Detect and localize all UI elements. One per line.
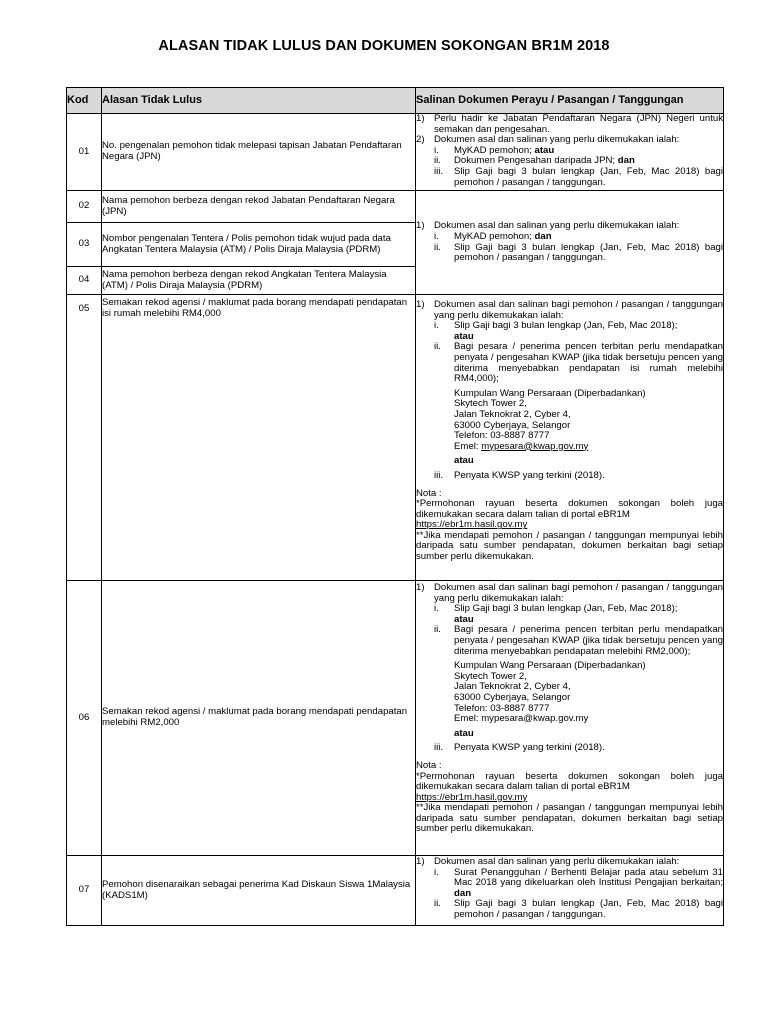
list-item: 1) Dokumen asal dan salinan bagi pemohon / pasangan / tanggungan yang perlu dikemukakan ialah:	[416, 299, 723, 321]
alasan-cell: Nama pemohon berbeza dengan rekod Jabatan Pendaftaran Negara (JPN)	[102, 191, 416, 223]
table-row	[67, 295, 724, 581]
alasan-cell: Nombor pengenalan Tentera / Polis pemohon tidak wujud pada data Angkatan Tentera Malaysia (ATM) / Polis Diraja Malaysia (PDRM)	[102, 223, 416, 267]
address-line: Kumpulan Wang Persaraan (Diperbadankan)	[454, 660, 646, 672]
kod-cell: 05	[67, 295, 102, 581]
dokumen-cell	[416, 191, 724, 295]
address-line: Skytech Tower 2,	[454, 398, 527, 410]
address-line: 63000 Cyberjaya, Selangor	[454, 419, 571, 431]
nota-label: Nota :	[416, 487, 442, 499]
kod-cell: 03	[67, 223, 102, 267]
atau-text: atau	[454, 613, 474, 625]
address-line: Skytech Tower 2,	[454, 670, 527, 682]
address-line: Kumpulan Wang Persaraan (Diperbadankan)	[454, 387, 646, 399]
sub-list-item: iii. Penyata KWSP yang terkini (2018).	[434, 742, 605, 754]
sub-list-item: ii. Dokumen Pengesahan daripada JPN; dan	[434, 155, 635, 167]
sub-list-item: iii. Penyata KWSP yang terkini (2018).	[434, 469, 605, 481]
reasons-table	[66, 87, 724, 926]
dokumen-cell	[416, 581, 724, 856]
nota-text: *Permohonan rayuan beserta dokumen sokongan boleh juga dikemukakan secara dalam talian di portal eBR1M	[416, 498, 723, 520]
sub-list-item: ii. Bagi pesara / penerima pencen terbitan perlu mendapatkan penyata / pengesahan KWAP (jika tidak bersetuju pencen yang diterima menyebabkan pendapatan isi rumah melebihi RM4,000);	[434, 341, 723, 385]
portal-link[interactable]: https://ebr1m.hasil.gov.my	[416, 791, 528, 803]
nota-text: **Jika mendapati pemohon / pasangan / tanggungan mempunyai lebih daripada satu sumber pendapatan, dokumen berkaitan bagi setiap sumber perlu dikemukakan.	[416, 802, 723, 835]
dokumen-cell	[416, 295, 724, 581]
header-kod: Kod	[67, 88, 102, 114]
alasan-cell: Pemohon disenaraikan sebagai penerima Kad Diskaun Siswa 1Malaysia (KADS1M)	[102, 856, 416, 926]
kod-cell: 01	[67, 114, 102, 191]
page-title: ALASAN TIDAK LULUS DAN DOKUMEN SOKONGAN BR1M 2018	[158, 38, 610, 54]
email-line: Emel: mypesara@kwap.gov.my	[454, 713, 589, 725]
atau-text: atau	[454, 727, 474, 739]
sub-list-item: i. Slip Gaji bagi 3 bulan lengkap (Jan, Feb, Mac 2018);	[434, 320, 678, 332]
table-row	[67, 191, 724, 223]
sub-list-item: i. MyKAD pemohon; atau	[434, 144, 555, 156]
kod-cell: 06	[67, 581, 102, 856]
alasan-cell: No. pengenalan pemohon tidak melepasi tapisan Jabatan Pendaftaran Negara (JPN)	[102, 114, 416, 191]
kod-cell: 07	[67, 856, 102, 926]
table-row	[67, 856, 724, 926]
list-item: 1) Dokumen asal dan salinan yang perlu dikemukakan ialah:	[416, 220, 680, 232]
list-item: 1) Dokumen asal dan salinan yang perlu dikemukakan ialah:	[416, 856, 680, 867]
nota-text: *Permohonan rayuan beserta dokumen sokongan boleh juga dikemukakan secara dalam talian di portal eBR1M	[416, 770, 723, 793]
header-alasan: Alasan Tidak Lulus	[102, 88, 416, 114]
address-line: Telefon: 03-8887 8777	[454, 702, 550, 714]
kod-cell: 02	[67, 191, 102, 223]
alasan-cell: Semakan rekod agensi / maklumat pada borang mendapati pendapatan isi rumah melebihi RM4,000	[102, 295, 416, 581]
sub-list-item: i. Slip Gaji bagi 3 bulan lengkap (Jan, Feb, Mac 2018);	[434, 603, 678, 615]
nota-text: **Jika mendapati pemohon / pasangan / tanggungan mempunyai lebih daripada satu sumber pendapatan, dokumen berkaitan bagi setiap sumber perlu dikemukakan.	[416, 529, 723, 563]
address-line: 63000 Cyberjaya, Selangor	[454, 691, 571, 703]
address-line: Jalan Teknokrat 2, Cyber 4,	[454, 408, 571, 420]
atau-text: atau	[454, 330, 474, 342]
sub-list-item: ii. Slip Gaji bagi 3 bulan lengkap (Jan, Feb, Mac 2018) bagi pemohon / pasangan / tanggungan.	[434, 898, 723, 920]
header-dokumen: Salinan Dokumen Perayu / Pasangan / Tanggungan	[416, 88, 724, 114]
atau-text: atau	[454, 455, 474, 467]
alasan-cell: Nama pemohon berbeza dengan rekod Angkatan Tentera Malaysia (ATM) / Polis Diraja Malaysia (PDRM)	[102, 267, 416, 295]
list-item: 1) Dokumen asal dan salinan bagi pemohon / pasangan / tanggungan yang perlu dikemukakan ialah:	[416, 582, 723, 604]
table-row	[67, 114, 724, 191]
table-header-row	[67, 88, 724, 114]
list-item: 1) Perlu hadir ke Jabatan Pendaftaran Negara (JPN) Negeri untuk semakan dan pengesahan.	[416, 113, 723, 135]
sub-list-item: iii. Slip Gaji bagi 3 bulan lengkap (Jan, Feb, Mac 2018) bagi pemohon / pasangan / tanggungan.	[434, 165, 723, 188]
nota-label: Nota :	[416, 759, 442, 771]
email-line: Emel: mypesara@kwap.gov.my	[454, 440, 589, 452]
portal-link[interactable]: https://ebr1m.hasil.gov.my	[416, 519, 528, 531]
dokumen-cell	[416, 856, 724, 926]
alasan-cell: Semakan rekod agensi / maklumat pada borang mendapati pendapatan melebihi RM2,000	[102, 581, 416, 856]
sub-list-item: i. Surat Penangguhan / Berhenti Belajar pada atau sebelum 31 Mac 2018 yang dikeluarkan oleh Institusi Pengajian berkaitan; dan	[434, 866, 723, 899]
table-row	[67, 581, 724, 856]
list-item: 2) Dokumen asal dan salinan yang perlu dikemukakan ialah:	[416, 134, 680, 146]
sub-list-item: ii. Bagi pesara / penerima pencen terbitan perlu mendapatkan penyata / pengesahan KWAP (jika tidak bersetuju pencen yang diterima menyebabkan pendapatan melebihi RM2,000);	[434, 624, 723, 657]
sub-list-item: ii. Slip Gaji bagi 3 bulan lengkap (Jan, Feb, Mac 2018) bagi pemohon / pasangan / tanggungan.	[434, 241, 723, 264]
sub-list-item: i. MyKAD pemohon; dan	[434, 230, 552, 242]
address-line: Jalan Teknokrat 2, Cyber 4,	[454, 681, 571, 693]
email-link[interactable]: mypesara@kwap.gov.my	[481, 440, 589, 452]
kod-cell: 04	[67, 267, 102, 295]
dokumen-cell	[416, 114, 724, 191]
address-line: Telefon: 03-8887 8777	[454, 430, 550, 442]
